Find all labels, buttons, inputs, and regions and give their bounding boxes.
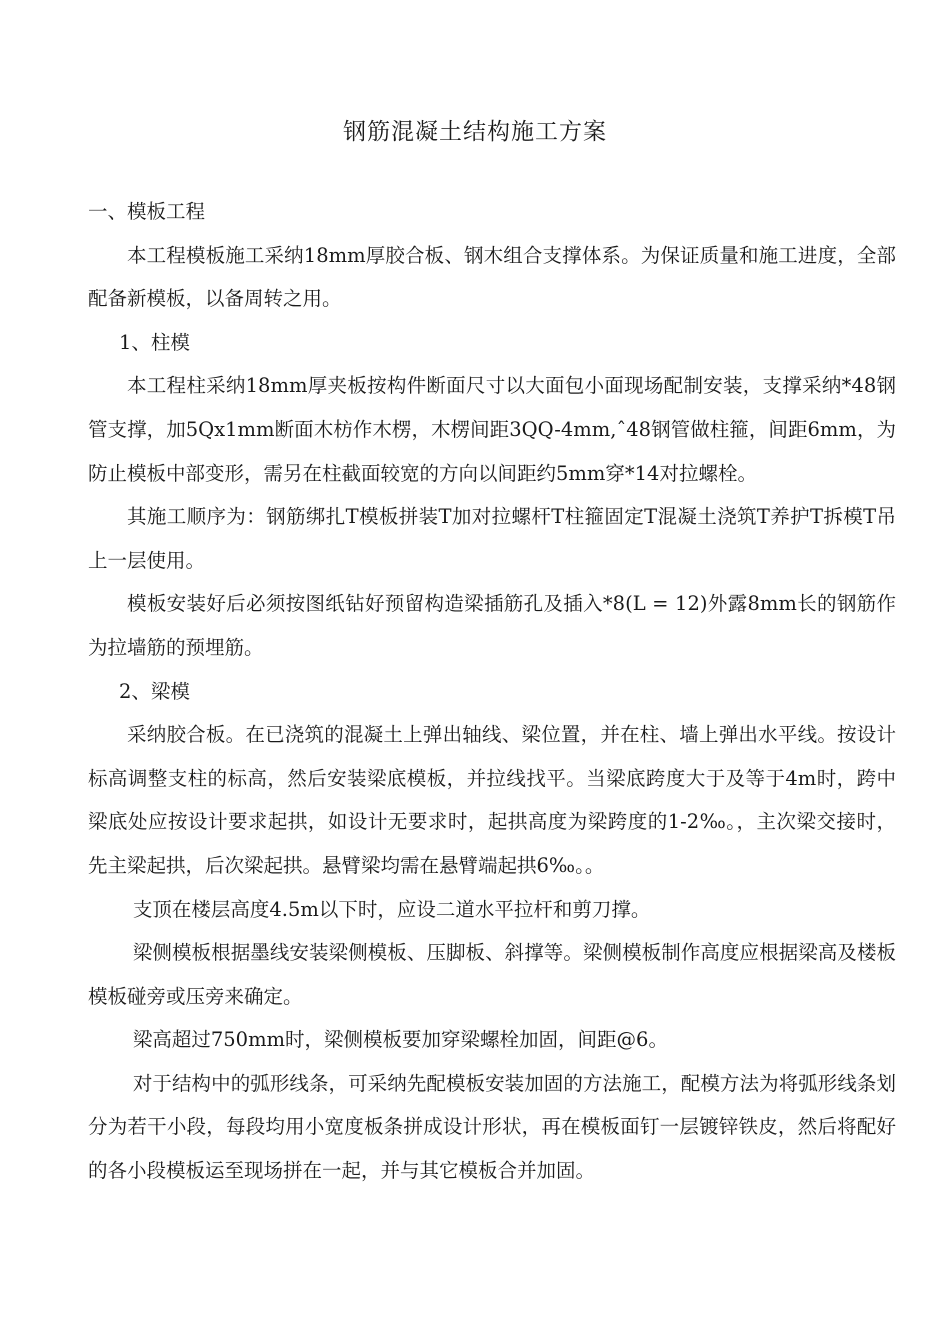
- paragraph-column-formwork: 本工程柱采纳18mm厚夹板按构件断面尺寸以大面包小面现场配制安装，支撑采纳*48钢管支撑，加5Qx1mm断面木枋作木楞，木楞间距3QQ-4mm,ˆ48钢管做柱箍，间距6mm，为防止模板中部变形，需另在柱截面较宽的方向以间距约5mm穿*14对拉螺栓。: [88, 374, 896, 485]
- paragraph-beam-side-formwork: 梁侧模板根据墨线安装梁侧模板、压脚板、斜撑等。梁侧模板制作高度应根据梁高及楼板模板碰旁或压旁来确定。: [88, 941, 896, 1008]
- document-title: 钢筋混凝土结构施工方案: [343, 119, 607, 145]
- paragraph-beam-formwork: 采纳胶合板。在已浇筑的混凝土上弹出轴线、梁位置，并在柱、墙上弹出水平线。按设计标高调整支柱的标高，然后安装梁底模板，并拉线找平。当梁底跨度大于及等于4m时，跨中梁底处应按设计要求起拱，如设计无要求时，起拱高度为梁跨度的1-2‰。，主次梁交接时，先主梁起拱，后次梁起拱。悬臂梁均需在悬臂端起拱6‰。。: [88, 723, 896, 877]
- paragraph-curved-formwork: 对于结构中的弧形线条，可采纳先配模板安装加固的方法施工，配模方法为将弧形线条划分为若干小段，每段均用小宽度板条拼成设计形状，再在模板面钉一层镀锌铁皮，然后将配好的各小段模板运至现场拼在一起，并与其它模板合并加固。: [88, 1071, 896, 1183]
- paragraph-embedded-rebar: 模板安装好后必须按图纸钻好预留构造梁插筋孔及插入*8(L = 12)外露8mm长的钢筋作为拉墙筋的预埋筋。: [88, 592, 896, 659]
- document-body: [88, 190, 896, 1193]
- paragraph-construction-sequence: 其施工顺序为：钢筋绑扎T模板拼装T加对拉螺杆T柱箍固定T混凝土浇筑T养护T拆模T吊上一层使用。: [88, 505, 896, 572]
- subheading-beam-formwork: 2、梁模: [119, 679, 190, 703]
- paragraph-beam-bolts: 梁高超过750mm时，梁侧模板要加穿梁螺栓加固，间距@6。: [132, 1028, 668, 1052]
- paragraph-support-bracing: 支顶在楼层高度4.5m以下时，应设二道水平拉杆和剪刀撑。: [132, 897, 651, 921]
- subheading-column-formwork: 1、柱模: [119, 330, 190, 354]
- paragraph-formwork-intro: 本工程模板施工采纳18mm厚胶合板、钢木组合支撑体系。为保证质量和施工进度，全部配备新模板，以备周转之用。: [88, 243, 896, 311]
- section-heading-formwork: 一、模板工程: [88, 200, 206, 223]
